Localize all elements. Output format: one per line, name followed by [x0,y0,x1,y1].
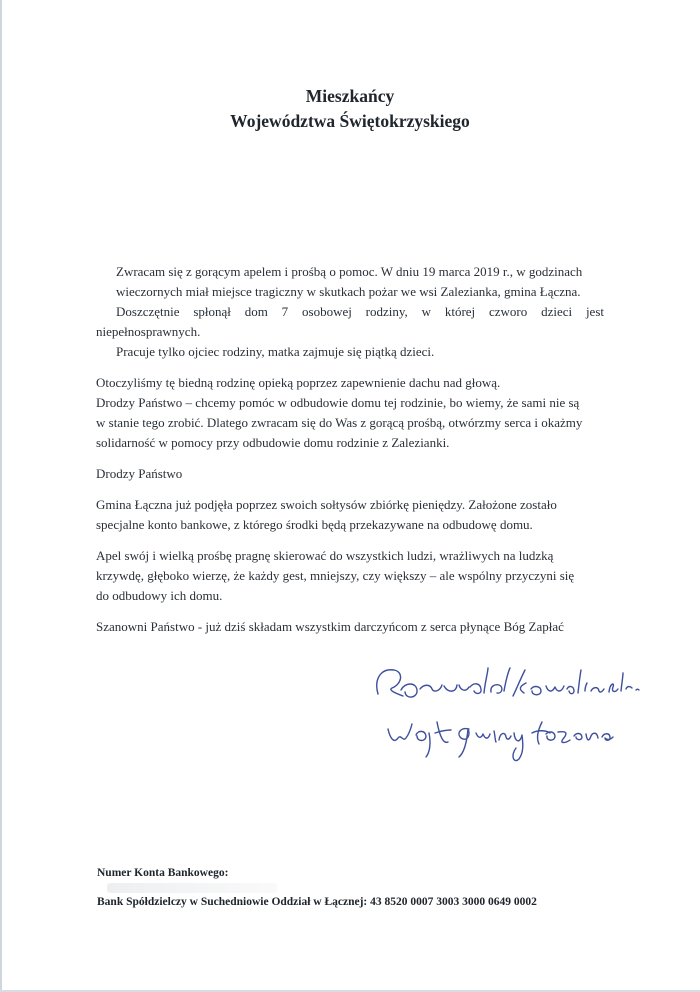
paragraph-gap [96,484,604,495]
paragraph-5-line-1: Apel swój i wielką prośbę pragnę skierować do wszystkich ludzi, wrażliwych na ludzką [96,548,554,563]
paragraph-3-line-1: Drodzy Państwo [96,466,183,481]
paragraph-5-line-3: do odbudowy ich domu. [96,588,223,603]
bank-account-details: Bank Spółdzielczy w Suchedniowie Oddział w Łącznej: 43 8520 0007 3003 3000 0649 0002 [97,896,537,908]
document-title-line-2: Województwa Świętokrzyskiego [230,111,470,131]
paragraph-gap [96,362,604,373]
paragraph-4-line-2: specjalne konto bankowe, z którego środki będą przekazywane na odbudowę domu. [96,517,533,532]
paragraph-1-line-2: wieczornych miał miejsce tragiczny w skutkach pożar we wsi Zalezianka, gmina Łączna. [116,284,581,299]
paragraph-4 [96,495,604,535]
letter-body [96,262,604,637]
paragraph-3 [96,464,604,484]
paragraph-1-line-4: Pracuje tylko ojciec rodziny, matka zajmuje się piątką dzieci. [116,344,435,359]
paragraph-gap [96,606,604,617]
paragraph-1-line-3: Doszczętnie spłonął dom 7 osobowej rodziny, w której czworo dzieci jest niepełnosprawnych. [96,304,604,339]
paragraph-1 [96,262,604,362]
paragraph-6-line-1: Szanowni Państwo - już dziś składam wszystkim darczyńcom z serca płynące Bóg Zapłać [96,619,564,634]
handwritten-signature [360,658,660,778]
paragraph-1-line-1: Zwracam się z gorącym apelem i prośbą o pomoc. W dniu 19 marca 2019 r., w godzinach [116,264,583,279]
paragraph-5-line-2: krzywdę, głęboko wierzę, że każdy gest, mniejszy, czy większy – ale wspólny przyczyni się [96,568,575,583]
paragraph-4-line-1: Gmina Łączna już podjęła poprzez swoich sołtysów zbiórkę pieniędzy. Założone zostało [96,497,557,512]
bank-account-label: Numer Konta Bankowego: [97,867,229,879]
paragraph-5 [96,546,604,606]
scan-edge-left [0,0,2,992]
paragraph-gap [96,453,604,464]
paragraph-2-line-1: Otoczyliśmy tę biedną rodzinę opieką poprzez zapewnienie dachu nad głową. [96,375,501,390]
paragraph-2 [96,373,604,453]
paragraph-2-line-2: Drodzy Państwo – chcemy pomóc w odbudowie domu tej rodzinie, bo wiemy, że sami nie są [96,395,580,410]
scan-shadow-text [107,883,277,893]
paragraph-2-line-4: solidarność w pomocy przy odbudowie domu rodzinie z Zalezianki. [96,435,450,450]
paragraph-gap [96,535,604,546]
paragraph-6 [96,617,604,637]
signature-strokes [377,668,639,761]
document-title-line-1: Mieszkańcy [305,86,395,106]
paragraph-2-line-3: w stanie tego zrobić. Dlatego zwracam się do Was z gorącą prośbą, otwórzmy serca i okażmy [96,415,583,430]
